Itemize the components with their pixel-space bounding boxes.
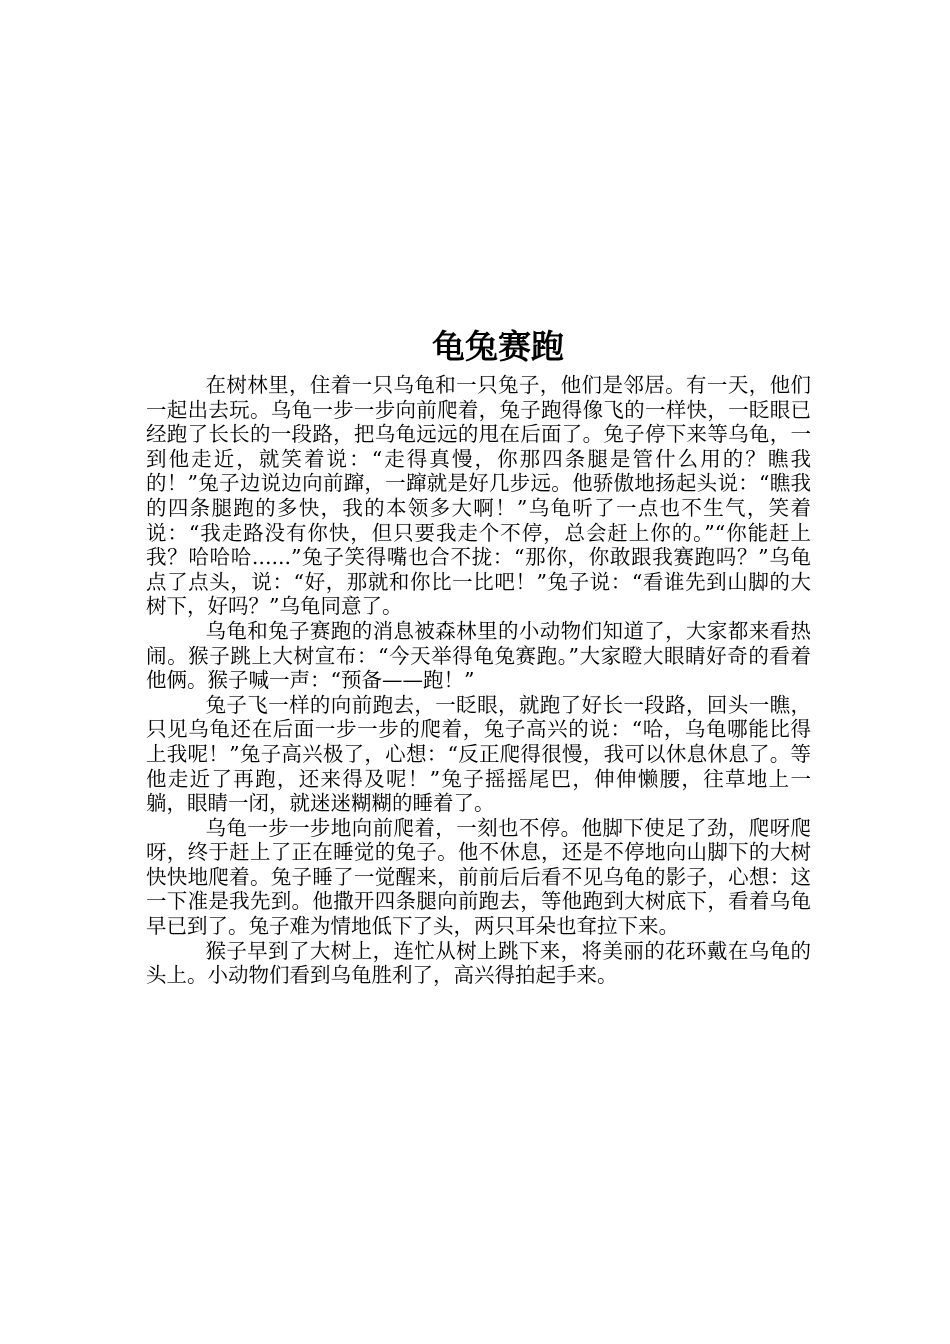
paragraph-4: 乌龟一步一步地向前爬着，一刻也不停。他脚下使足了劲，爬呀爬呀，终于赶上了正在睡觉的兔子。他不休息，还是不停地向山脚下的大树快快地爬着。兔子睡了一觉醒来，前前后后看不见乌龟的影子，心想：这一下准是我先到。他撒开四条腿向前跑去，等他跑到大树底下，看着乌龟早已到了。兔子难为情地低下了头，两只耳朵也耷拉下来。 <box>146 815 811 939</box>
paragraph-5: 猴子早到了大树上，连忙从树上跳下来，将美丽的花环戴在乌龟的头上。小动物们看到乌龟胜利了，高兴得拍起手来。 <box>146 938 811 988</box>
story-body <box>146 373 811 988</box>
document-title: 龟兔赛跑 <box>432 327 564 366</box>
paragraph-1: 在树林里，住着一只乌龟和一只兔子，他们是邻居。有一天，他们一起出去玩。乌龟一步一步向前爬着，兔子跑得像飞的一样快，一眨眼已经跑了长长的一段路，把乌龟远远的甩在后面了。兔子停下来等乌龟，一到他走近，就笑着说：“走得真慢，你那四条腿是管什么用的？瞧我的！”兔子边说边向前蹿，一蹿就是好几步远。他骄傲地扬起头说：“瞧我的四条腿跑的多快，我的本领多大啊！”乌龟听了一点也不生气，笑着说：“我走路没有你快，但只要我走个不停，总会赶上你的。”“你能赶上我？哈哈哈......”兔子笑得嘴也合不拢：“那你，你敢跟我赛跑吗？”乌龟点了点头，说：“好，那就和你比一比吧！”兔子说：“看谁先到山脚的大树下，好吗？”乌龟同意了。 <box>146 373 811 619</box>
paragraph-3: 兔子飞一样的向前跑去，一眨眼，就跑了好长一段路，回头一瞧，只见乌龟还在后面一步一步的爬着，兔子高兴的说：“哈，乌龟哪能比得上我呢！”兔子高兴极了，心想：“反正爬得很慢，我可以休息休息了。等他走近了再跑，还来得及呢！”兔子摇摇尾巴，伸伸懒腰，往草地上一躺，眼睛一闭，就迷迷糊糊的睡着了。 <box>146 692 811 816</box>
paragraph-2: 乌龟和兔子赛跑的消息被森林里的小动物们知道了，大家都来看热闹。猴子跳上大树宣布：“今天举得龟兔赛跑。”大家瞪大眼睛好奇的看着他俩。猴子喊一声：“预备——跑！” <box>146 618 811 693</box>
